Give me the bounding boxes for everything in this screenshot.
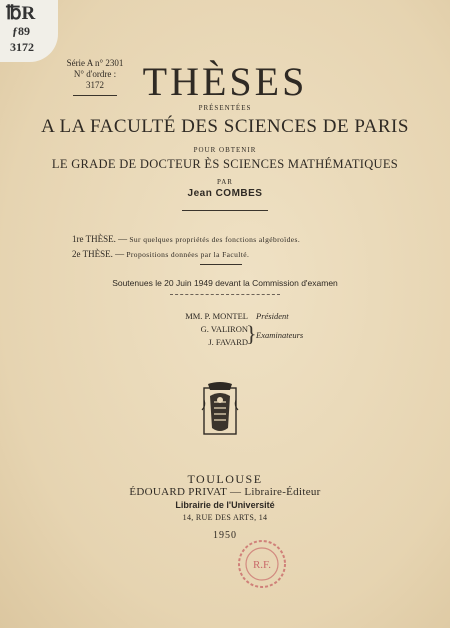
these-2-label: 2e THÈSE. — (72, 249, 125, 259)
rf-stamp-icon (236, 538, 288, 590)
rf-stamp-text: R.F. (252, 559, 272, 571)
ordre-number: 3172 (86, 80, 104, 90)
imprint-librairie: Librairie de l'Université (175, 500, 275, 510)
jury-roles (256, 310, 303, 342)
grade-heading: LE GRADE DE DOCTEUR ÈS SCIENCES MATHÉMATIQUES (51, 157, 399, 171)
library-stamp-line3: 3172 (10, 40, 34, 54)
dashed-rule (170, 294, 280, 295)
serie-number: Série A n° 2301 (66, 58, 124, 68)
these-2 (72, 249, 249, 259)
library-stamp (0, 0, 58, 62)
jury-role-president: Président (256, 311, 289, 321)
jury-name: J. FAVARD (208, 337, 248, 347)
jury-name: MM. P. MONTEL (185, 311, 248, 321)
imprint-city: TOULOUSE (187, 472, 263, 486)
jury-role-examinateurs: Examinateurs (256, 330, 304, 340)
par-line: PAR (217, 178, 233, 186)
divider-rule (182, 210, 268, 211)
jury-brace: } (246, 321, 257, 346)
divider-rule-2 (200, 264, 242, 265)
author-name: Jean COMBES (187, 188, 263, 199)
imprint-address: 14, RUE DES ARTS, 14 (182, 513, 268, 522)
imprint-year: 1950 (213, 530, 237, 541)
these-1 (72, 234, 300, 244)
jury-names (168, 310, 248, 349)
pour-obtenir-line: POUR OBTENIR (193, 146, 257, 154)
jury-name: G. VALIRON (200, 324, 248, 334)
page-title: THÈSES (142, 59, 308, 104)
library-stamp-line1: ℔R (6, 3, 36, 24)
these-1-text: Sur quelques propriétés des fonctions algébroïdes. (129, 235, 301, 244)
these-1-label: 1re THÈSE. — (72, 234, 128, 244)
library-stamp-line2: ƒ89 (12, 24, 30, 38)
faculte-heading: A LA FACULTÉ DES SCIENCES DE PARIS (41, 116, 409, 137)
ordre-label: N° d'ordre : (73, 69, 117, 79)
printer-emblem-icon (200, 380, 240, 440)
soutenance-line: Soutenues le 20 Juin 1949 devant la Commission d'examen (112, 278, 338, 288)
presentees-line: PRÉSENTÉES (198, 104, 252, 112)
these-2-text: Propositions données par la Faculté. (126, 250, 250, 259)
imprint-publisher: ÉDOUARD PRIVAT — Libraire-Éditeur (129, 486, 321, 498)
